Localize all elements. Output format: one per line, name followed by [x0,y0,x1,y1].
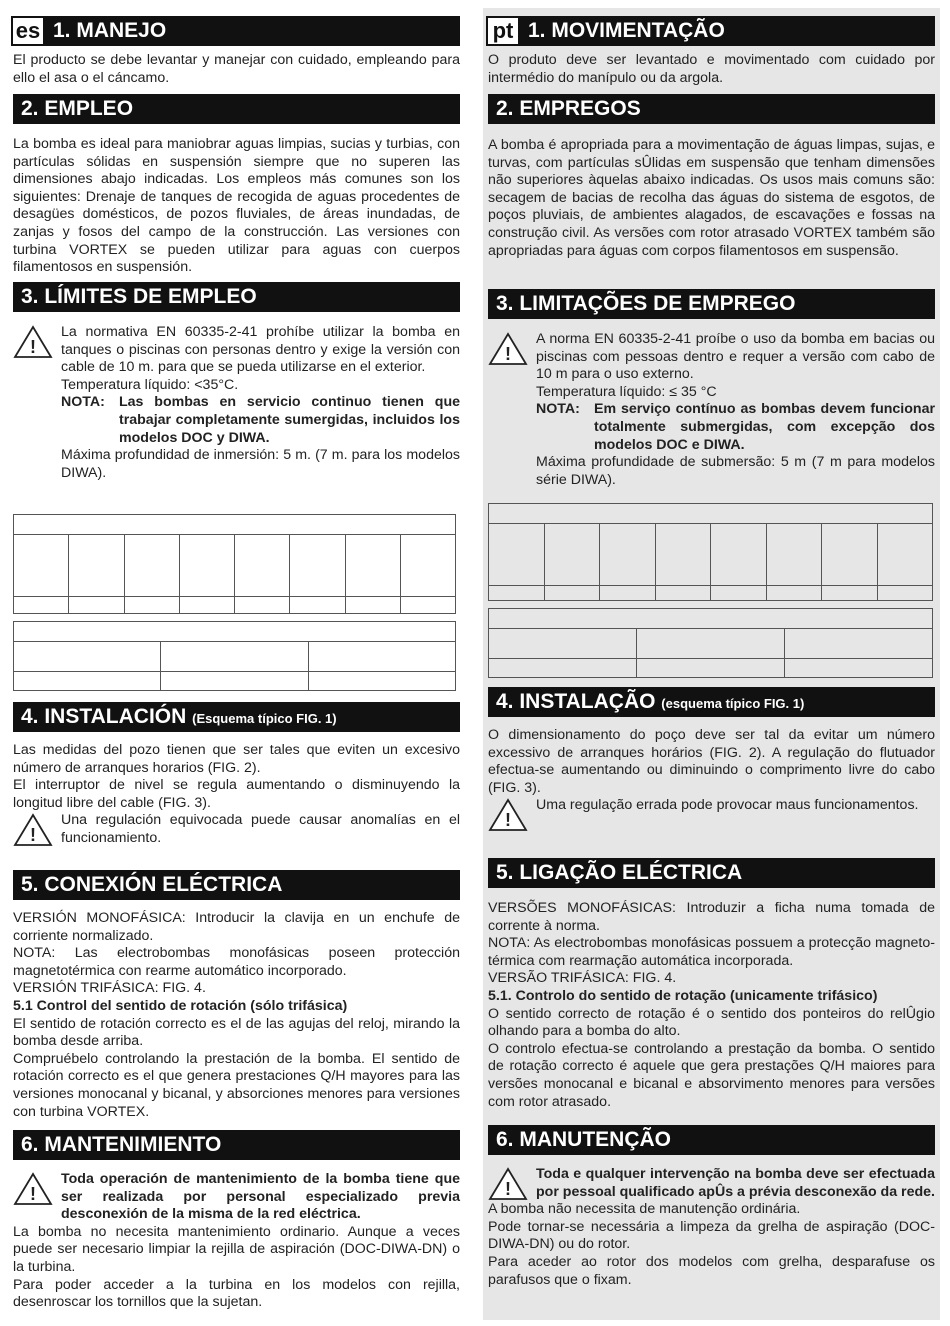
note-text: Las bombas en servicio continuo tienen que trabajar completamente sumergidas, incluidos los modelos DOC y DIWA. [119,394,460,446]
warning-icon [13,324,53,360]
paragraph: NOTA: As electrobombas monofásicas possuem a protecção magneto-térmica com rearmação automática incorporada. [488,935,935,969]
note-label: NOTA: [536,401,580,418]
spec-table-2 [13,621,456,691]
svg-text:!: ! [505,1179,511,1199]
warning-block [13,324,460,482]
paragraph: El interruptor de nivel se regula aumentando o disminuyendo la longitud libre del cable (FIG. 3). [13,777,460,811]
warning-block [13,1171,460,1224]
section-4-heading [488,687,935,717]
paragraph: El producto se debe levantar y manejar con cuidado, empleando para ello el asa o el cáncamo. [13,52,460,86]
section-1-heading [13,16,460,46]
spec-table-1 [13,514,456,614]
spec-table-2 [488,608,933,678]
language-badge: pt [486,16,520,46]
paragraph: Una regulación equivocada puede causar anomalías en el funcionamiento. [61,812,460,846]
warning-icon [488,1166,528,1202]
note [536,401,935,454]
section-3-heading: 3. LÍMITES DE EMPLEO [13,282,460,312]
spec-table-1 [488,503,933,601]
paragraph: La bomba no necesita mantenimiento ordinario. Aunque a veces puede ser necesario limpiar la rejilla de aspiración (DOC-DIWA-DN) o la turbina. [13,1223,460,1275]
paragraph: NOTA: Las electrobombas monofásicas poseen protección magnetotérmica con rearme automático incorporado. [13,945,460,979]
warning-icon [13,812,53,848]
paragraph: Máxima profundidad de inmersión: 5 m. (7 m. para los modelos DIWA). [61,447,460,481]
paragraph: Temperatura líquido: <35°C. [61,376,239,393]
svg-text:!: ! [30,337,36,357]
warning-block [13,812,460,847]
warning-block [488,1166,935,1201]
language-badge: es [11,16,45,46]
paragraph: A bomba é apropriada para a movimentação de águas limpas, sujas, e turvas, com partículas sÛlidas em suspensão que tenham dimensões não superiores àquelas abaixo indicadas. Os usos mais comuns são: secagem de bacias de recolha das águas do sistema de esgotos, de poços pluviais, de ambientes alagados, de escavações e fossas na construção civil. As versões com rotor atrasado VORTEX também são apropriadas para águas com corpos filamentosos em suspensão. [488,137,935,259]
paragraph: O produto deve ser levantado e movimentado com cuidado por intermédio do manípulo ou da argola. [488,52,935,86]
paragraph: La bomba es ideal para maniobrar aguas limpias, sucias y turbias, con partículas sólidas en suspensión siempre que no superen las dimensiones abajo indicadas. Los empleos más comunes son los siguientes: Drenaje de tanques de recogida de aguas procedentes de desagües domésticos, de pozos fluviales, de áreas inundadas, de zanjas y fosos del campo de la construcción. Las versiones con turbina VORTEX se pueden utilizar para aguas con cuerpos filamentosos en suspensión. [13,136,460,276]
warning-icon [13,1171,53,1207]
paragraph: Compruébelo controlando la prestación de la bomba. El sentido de rotación correcto es el que genera prestaciones Q/H mayores para las versiones monocanal y bicanal, y absorciones menores para versiones con turbina VORTEX. [13,1050,460,1120]
section-5-heading: 5. CONEXIÓN ELÉCTRICA [13,870,460,900]
paragraph: Toda e qualquer intervenção na bomba deve ser efectuada por pessoal qualificado apÛs a prévia desconexão da rede. [536,1166,935,1200]
paragraph: La normativa EN 60335-2-41 prohíbe utilizar la bomba en tanques o piscinas con personas dentro y exige la versión con cable de 10 m. para que se pueda utilizarse en el exterior. [61,324,460,376]
svg-text:!: ! [30,825,36,846]
heading-text: 4. INSTALACIÓN [21,705,187,728]
warning-block [488,331,935,489]
heading-text: 1. MOVIMENTAÇÃO [528,19,725,42]
section-6-heading: 6. MANUTENÇÃO [488,1125,935,1155]
svg-text:!: ! [505,810,511,831]
paragraph: VERSÃO TRIFÁSICA: FIG. 4. [488,970,677,987]
subheading: 5.1. Controlo do sentido de rotação (unicamente trifásico) [488,987,878,1004]
paragraph: Toda operación de mantenimiento de la bomba tiene que ser realizada por personal especializado previa desconexión de la misma de la red eléctrica. [61,1171,460,1223]
spanish-column [13,10,460,1320]
section-2-heading: 2. EMPREGOS [488,94,935,124]
heading-text: 4. INSTALAÇÃO [496,690,656,713]
paragraph: Uma regulação errada pode provocar maus funcionamentos. [536,797,919,814]
paragraph: VERSIÓN MONOFÁSICA: Introducir la clavija en un enchufe de corriente normalizado. [13,910,460,944]
paragraph: Para aceder ao rotor dos modelos com grelha, desparafuse os parafusos que o fixam. [488,1253,935,1288]
note-text: Em serviço contínuo as bombas devem funcionar totalmente submergidas, com excepção dos modelos DOC e DIWA. [594,401,935,453]
heading-subtext: (Esquema típico FIG. 1) [192,711,337,726]
paragraph: O dimensionamento do poço deve ser tal da evitar um número excessivo de arranques horários (FIG. 2). A regulação do flutuador efectua-se aumentando ou diminuindo o comprimento livre do cabo (FIG. 3). [488,727,935,796]
paragraph: Las medidas del pozo tienen que ser tales que eviten un excesivo número de arranques horarios (FIG. 2). [13,742,460,776]
paragraph: Temperatura líquido: ≤ 35 °C [536,383,717,400]
section-2-heading: 2. EMPLEO [13,94,460,124]
section-1-heading [488,16,935,46]
paragraph: Pode tornar-se necessária a limpeza da grelha de aspiração (DOC-DIWA-DN) ou do rotor. [488,1218,935,1253]
paragraph: A norma EN 60335-2-41 proíbe o uso da bomba em bacias ou piscinas com pessoas dentro e requer a versão com cabo de 10 m para o uso externo. [536,331,935,383]
warning-block [488,797,935,831]
paragraph: O controlo efectua-se controlando a prestação da bomba. O sentido de rotação correcto é aquele que gera prestações Q/H maiores para versões monocanal e bicanal e absorvimento menores para versões com rotor atrasado. [488,1040,935,1110]
section-6-heading: 6. MANTENIMIENTO [13,1130,460,1160]
section-3-heading: 3. LIMITAÇÕES DE EMPREGO [488,289,935,319]
note-label: NOTA: [61,394,105,411]
warning-icon [488,797,528,833]
svg-text:!: ! [30,1184,36,1204]
heading-subtext: (esquema típico FIG. 1) [661,696,805,711]
svg-text:!: ! [505,344,511,364]
warning-icon [488,331,528,367]
note [61,394,460,447]
paragraph: Máxima profundidade de submersão: 5 m (7 m para modelos série DIWA). [536,454,935,488]
paragraph: O sentido correcto de rotação é o sentido dos ponteiros do relÛgio olhando para a bomba do alto. [488,1005,935,1040]
paragraph: VERSIÓN TRIFÁSICA: FIG. 4. [13,980,206,997]
paragraph: A bomba não necessita de manutenção ordinária. [488,1201,801,1218]
heading-text: 1. MANEJO [53,19,167,42]
paragraph: VERSÕES MONOFÁSICAS: Introduzir a ficha numa tomada de corrente à norma. [488,900,935,934]
subheading: 5.1 Control del sentido de rotación (sólo trifásica) [13,997,348,1014]
paragraph: El sentido de rotación correcto es el de las agujas del reloj, mirando la bomba desde arriba. [13,1015,460,1050]
section-5-heading: 5. LIGAÇÃO ELÉCTRICA [488,858,935,888]
portuguese-column [483,8,940,1320]
paragraph: Para poder acceder a la turbina en los modelos con rejilla, desenroscar los tornillos que la sujetan. [13,1276,460,1311]
section-4-heading [13,702,460,732]
